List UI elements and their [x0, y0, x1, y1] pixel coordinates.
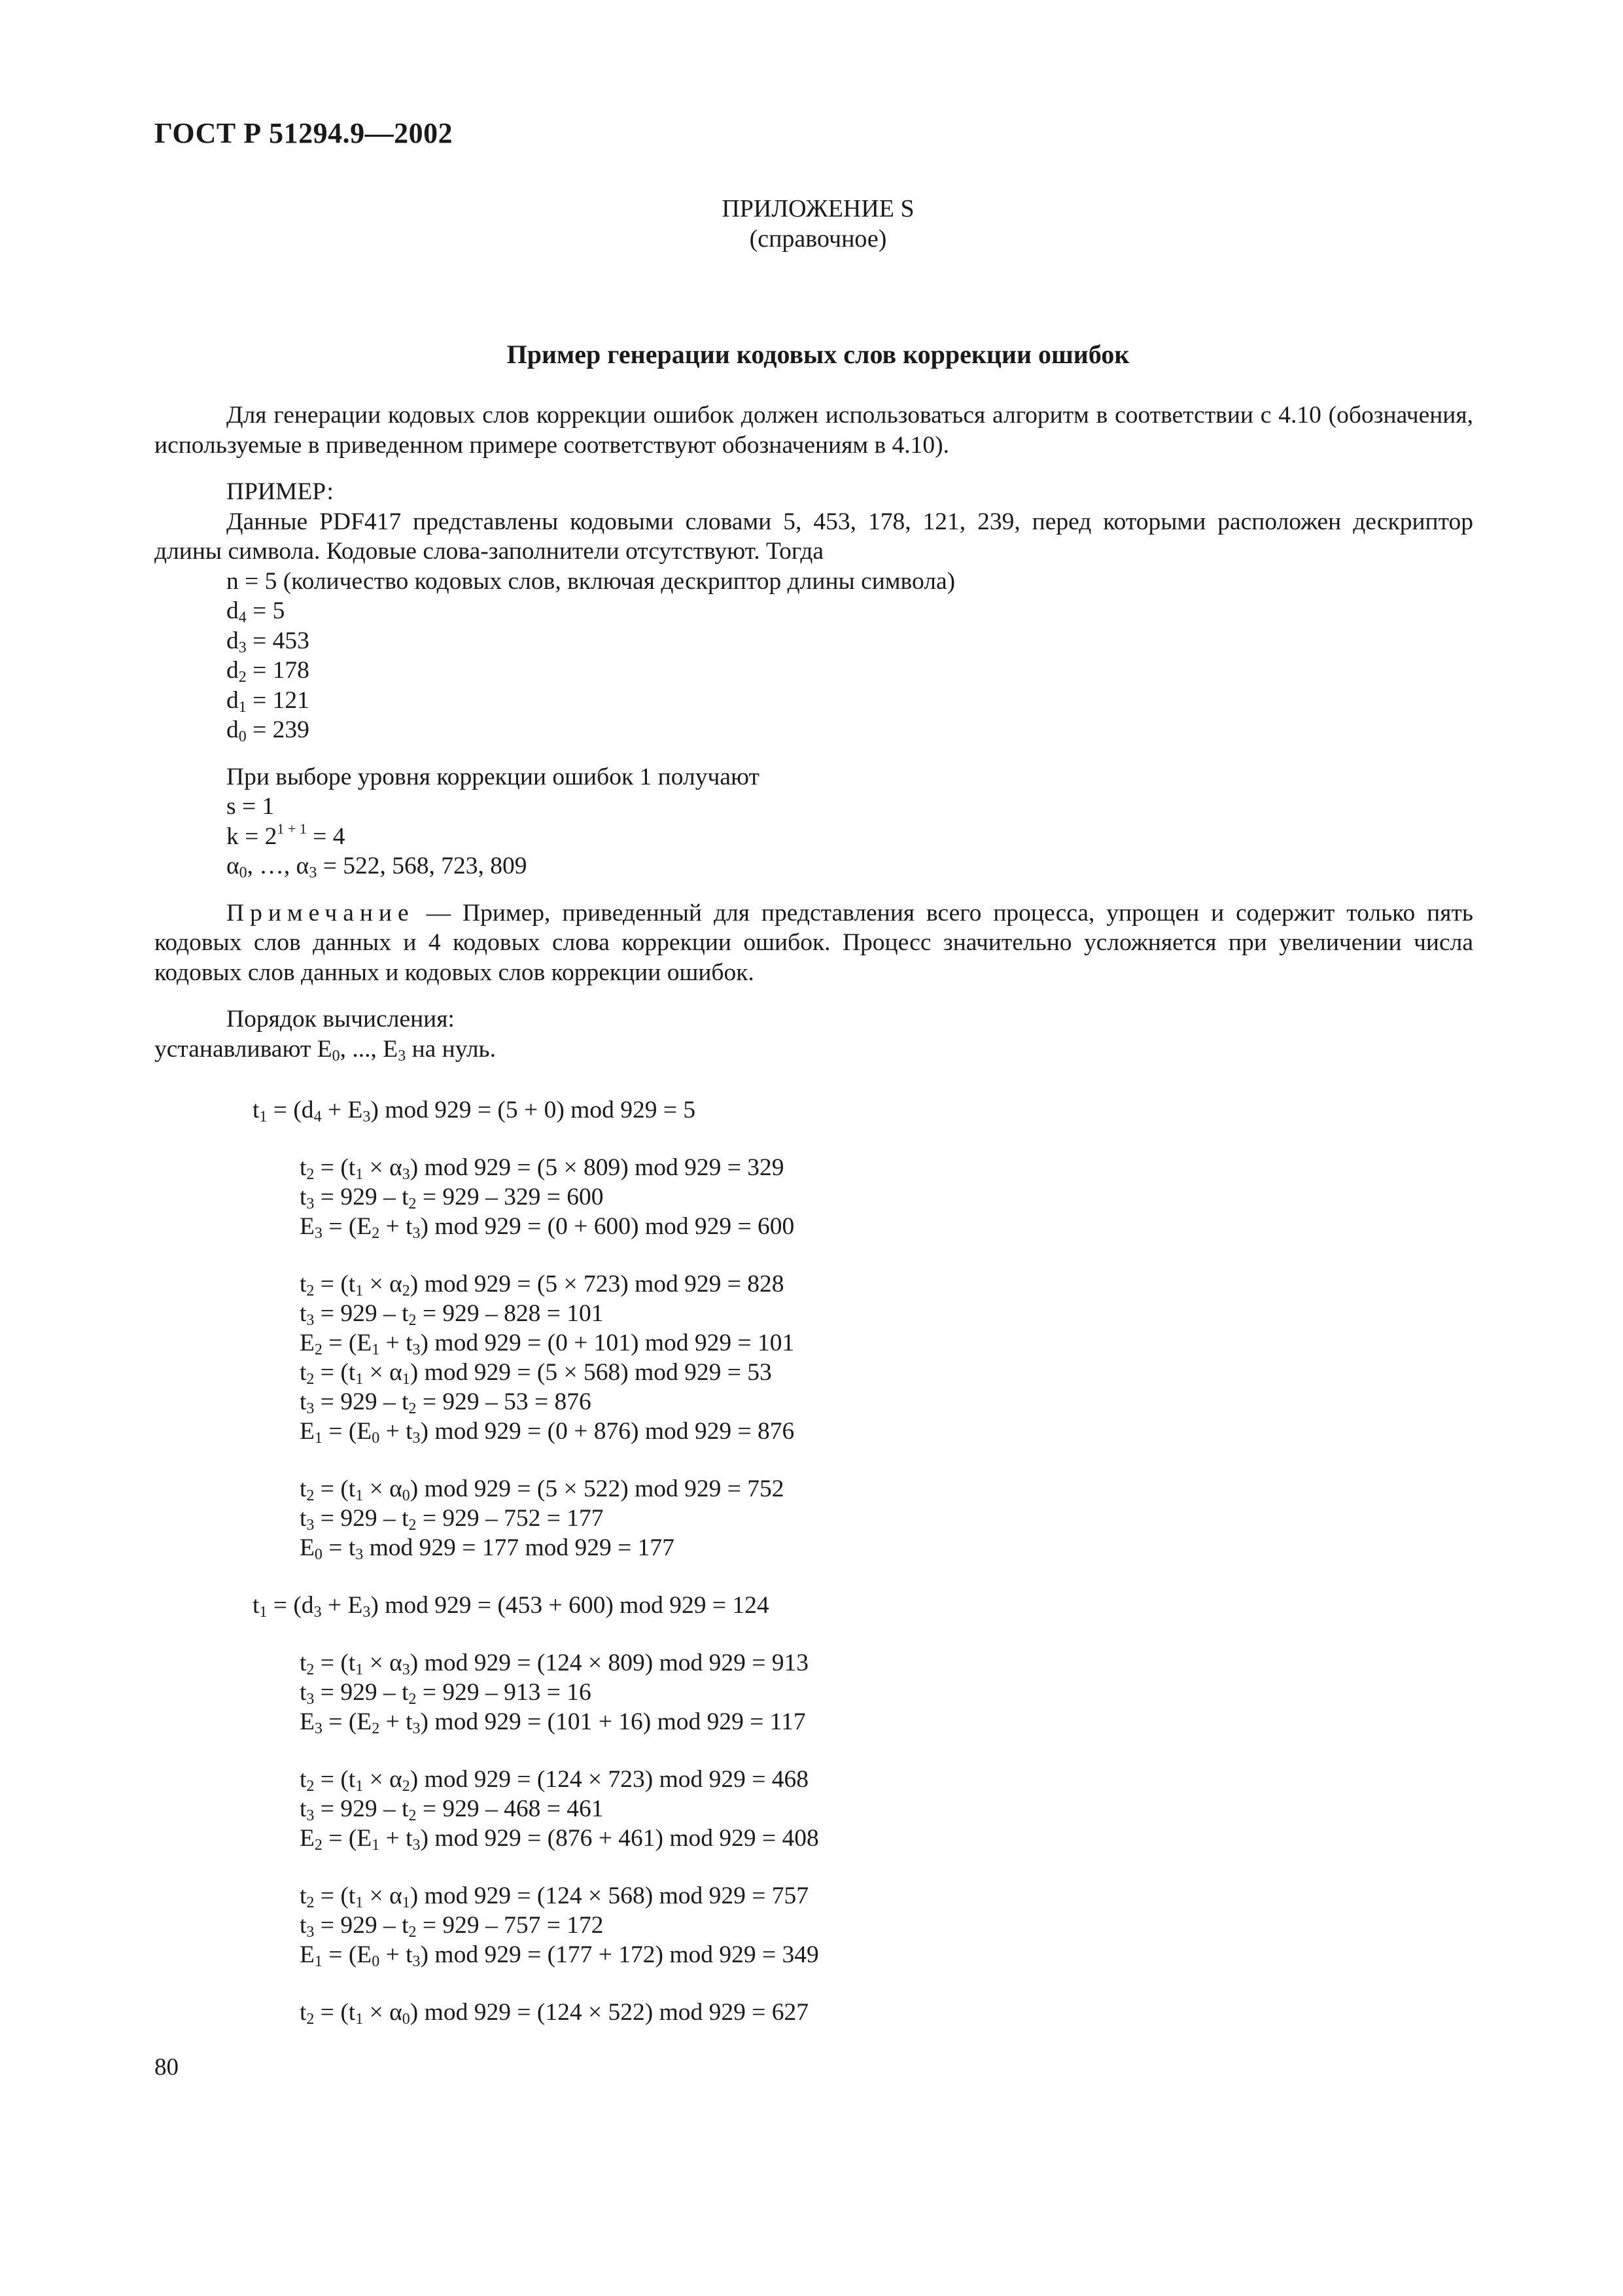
calc-line: $E_3 = (E_2 + t_3)$ mod 929 = (0 + 600) mod 929 = 600 [300, 1213, 795, 1242]
standard-header: ГОСТ Р 51294.9—2002 [154, 117, 453, 149]
d2-line: $d_2 = 178$ [226, 657, 309, 686]
d3-line: $d_3 = 453$ [226, 627, 309, 656]
calc-line: $t_2 = (t_1 \times \alpha_2)$ mod 929 = (5 × 723) mod 929 = 828 [300, 1271, 784, 1299]
calc-line: $E_2 = (E_1 + t_3)$ mod 929 = (876 + 461) mod 929 = 408 [300, 1825, 819, 1854]
calc-line: $E_2 = (E_1 + t_3)$ mod 929 = (0 + 101) mod 929 = 101 [300, 1330, 795, 1358]
note-label: Примечание [226, 899, 415, 927]
alpha-line: $\alpha_0$, …, $\alpha_3 = 522$, 568, 723, 809 [226, 853, 527, 881]
example-paragraph: Данные PDF417 представлены кодовыми словами 5, 453, 178, 121, 239, перед которыми расположен дескриптор длины символа. Кодовые слова-заполнители отсутствуют. Тогда [154, 508, 1473, 565]
page-number: 80 [154, 2054, 179, 2081]
calc-line: $t_3 = 929 - t_2 = 929 - 757 = 172$ [300, 1912, 604, 1941]
calc-line: $t_2 = (t_1 \times \alpha_1)$ mod 929 = (124 × 568) mod 929 = 757 [300, 1882, 809, 1911]
appendix-heading [0, 194, 1623, 254]
section-title: Пример генерации кодовых слов коррекции ошибок [506, 340, 1130, 369]
calc-line: $t_3 = 929 - t_2 = 929 - 913 = 16$ [300, 1679, 591, 1708]
calc-line: $t_3 = 929 - t_2 = 929 - 828 = 101$ [300, 1300, 604, 1329]
calc-line: $t_3 = 929 - t_2 = 929 - 752 = 177$ [300, 1505, 604, 1534]
calc-line: $E_0 = t_3$ mod 929 = 177 mod 929 = 177 [300, 1534, 674, 1563]
s-line: s = 1 [226, 793, 275, 820]
appendix-status: (справочное) [749, 225, 887, 253]
calc-line: $t_3 = 929 - t_2 = 929 - 329 = 600$ [300, 1184, 604, 1212]
d4-line: $d_4 = 5$ [226, 597, 285, 626]
d1-line: $d_1 = 121$ [226, 686, 309, 716]
calc-line: $t_3 = 929 - t_2 = 929 - 53 = 876$ [300, 1388, 591, 1417]
calc-line: $t_2 = (t_1 \times \alpha_0)$ mod 929 = (124 × 522) mod 929 = 627 [300, 1999, 809, 2028]
calc-line: $t_1 = (d_3 + E_3)$ mod 929 = (453 + 600) mod 929 = 124 [253, 1592, 769, 1621]
appendix-title: ПРИЛОЖЕНИЕ S [722, 195, 915, 222]
reset-line: устанавливают $E_0$, ..., $E_3$ на нуль. [154, 1035, 497, 1065]
note-paragraph: Примечание — Пример, приведенный для представления всего процесса, упрощен и содержит только пять кодовых слов данных и 4 кодовых слова коррекции ошибок. Процесс значительно усложняется при увеличении числа кодовых слов данных и кодовых слов коррекции ошибок. [154, 899, 1473, 986]
calculation-block [154, 1095, 1463, 2027]
calc-line: $E_3 = (E_2 + t_3)$ mod 929 = (101 + 16) mod 929 = 117 [300, 1708, 806, 1737]
intro-paragraph: Для генерации кодовых слов коррекции ошибок должен использоваться алгоритм в соответствии с 4.10 (обозначения, используемые в приведенном примере соответствуют обозначениям в 4.10). [154, 402, 1473, 459]
calc-line: $t_2 = (t_1 \times \alpha_0)$ mod 929 = (5 × 522) mod 929 = 752 [300, 1475, 784, 1504]
d0-line: $d_0 = 239$ [226, 716, 309, 745]
example-label: ПРИМЕР: [226, 478, 334, 505]
n-line: n = 5 (количество кодовых слов, включая дескриптор длины символа) [226, 567, 956, 595]
body-text [154, 400, 1473, 1064]
calc-line: $E_1 = (E_0 + t_3)$ mod 929 = (0 + 876) mod 929 = 876 [300, 1418, 795, 1447]
calc-line: $t_2 = (t_1 \times \alpha_1)$ mod 929 = (5 × 568) mod 929 = 53 [300, 1359, 772, 1388]
calc-line: $t_3 = 929 - t_2 = 929 - 468 = 461$ [300, 1795, 604, 1824]
k-line: $k = 2^{1 + 1} = 4$ [226, 820, 345, 850]
calc-line: $t_2 = (t_1 \times \alpha_2)$ mod 929 = (124 × 723) mod 929 = 468 [300, 1766, 809, 1795]
calc-line: $t_2 = (t_1 \times \alpha_3)$ mod 929 = (5 × 809) mod 929 = 329 [300, 1154, 784, 1183]
order-label: Порядок вычисления: [226, 1006, 455, 1033]
calc-line: $E_1 = (E_0 + t_3)$ mod 929 = (177 + 172) mod 929 = 349 [300, 1941, 819, 1970]
calc-line: $t_1 = (d_4 + E_3)$ mod 929 = (5 + 0) mod 929 = 5 [253, 1097, 696, 1125]
calc-line: $t_2 = (t_1 \times \alpha_3)$ mod 929 = (124 × 809) mod 929 = 913 [300, 1650, 809, 1678]
level-line: При выборе уровня коррекции ошибок 1 получают [226, 763, 759, 790]
